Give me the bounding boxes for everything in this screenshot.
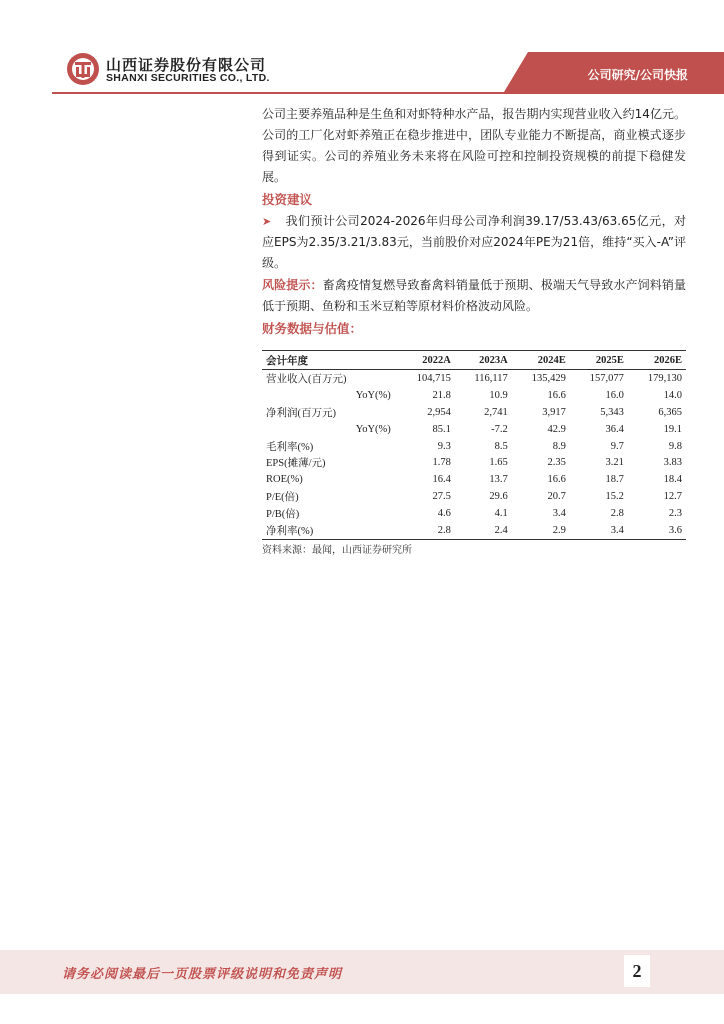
company-logo-icon [66, 52, 100, 86]
table-row [262, 387, 686, 404]
table-cell: 104,715 [416, 372, 451, 384]
row-label: 净利率(%) [262, 522, 397, 539]
table-cell: 3,917 [542, 406, 566, 418]
bullet-arrow-icon: ➤ [262, 215, 272, 228]
table-cell: 16.0 [605, 389, 624, 401]
risk-paragraph [262, 275, 686, 317]
table-header-cell: 2023A [455, 351, 512, 370]
header-divider [52, 92, 724, 94]
table-cell: 8.9 [552, 440, 566, 452]
table-cell: 18.7 [605, 474, 624, 486]
footer-disclaimer: 请务必阅读最后一页股票评级说明和免责声明 [62, 967, 343, 982]
table-row [262, 488, 686, 505]
table-cell: 9.3 [437, 440, 451, 452]
table-header-cell: 2022A [397, 351, 455, 370]
table-cell: 2.8 [610, 508, 624, 520]
table-cell: 2.9 [512, 522, 570, 539]
table-cell: 14.0 [663, 389, 682, 401]
risk-label: 风险提示： [262, 278, 323, 292]
table-cell: 3.4 [570, 522, 628, 539]
table-cell: 42.9 [547, 423, 566, 435]
row-label: 营业收入(百万元) [266, 373, 347, 385]
table-row [262, 454, 686, 471]
table-header-cell: 2024E [512, 351, 570, 370]
table-cell: 12.7 [663, 491, 682, 503]
table-heading: 财务数据与估值： [262, 321, 363, 336]
invest-bullet-text: 我们预计公司2024-2026年归母公司净利润39.17/53.43/63.65亿元，对应EPS为2.35/3.21/3.83元，当前股价对应2024年PE为21倍，维持“买入-A”评级。 [262, 214, 686, 270]
table-row [262, 522, 686, 539]
page-header [0, 0, 724, 100]
row-label: YoY(%) [355, 389, 391, 401]
table-header-cell: 2026E [628, 351, 686, 370]
table-header-row [262, 351, 686, 370]
table-cell: 4.6 [437, 508, 451, 520]
table-cell: 135,429 [531, 372, 566, 384]
table-cell: 27.5 [432, 491, 451, 503]
table-row [262, 404, 686, 421]
table-cell: 4.1 [494, 508, 508, 520]
section-tag-label: 公司研究/公司快报 [587, 68, 688, 82]
table-cell: 179,130 [647, 372, 682, 384]
risk-text: 畜禽疫情复燃导致畜禽料销量低于预期、极端天气导致水产饲料销量低于预期、鱼粉和玉米豆粕等原材料价格波动风险。 [262, 278, 686, 313]
table-cell: 8.5 [494, 440, 508, 452]
table-cell: 2,741 [484, 406, 508, 418]
table-cell: 116,117 [474, 372, 508, 384]
table-cell: 2.3 [668, 508, 682, 520]
table-row [262, 421, 686, 438]
table-cell: 1.65 [489, 457, 508, 469]
table-cell: 157,077 [589, 372, 624, 384]
intro-paragraph: 公司主要养殖品种是生鱼和对虾特种水产品，报告期内实现营业收入约14亿元。公司的工厂化对虾养殖正在稳步推进中，团队专业能力不断提高，商业模式逐步得到证实。公司的养殖业务未来将在风险可控和控制投资规模的前提下稳健发展。 [262, 107, 686, 184]
table-cell: 21.8 [432, 389, 451, 401]
row-label: EPS(摊薄/元) [266, 458, 326, 470]
table-row [262, 370, 686, 387]
table-row [262, 505, 686, 522]
page-number: 2 [624, 955, 650, 987]
table-cell: 2.8 [397, 522, 455, 539]
table-cell: 18.4 [663, 474, 682, 486]
table-cell: 19.1 [663, 423, 682, 435]
company-name-cn: 山西证券股份有限公司 [106, 56, 267, 74]
section-tag-shape [0, 0, 724, 100]
table-header-cell: 2025E [570, 351, 628, 370]
table-cell: 13.7 [489, 474, 508, 486]
table-cell: -7.2 [491, 423, 508, 435]
table-body [262, 370, 686, 540]
row-label: 净利润(百万元) [266, 407, 336, 419]
table-cell: 5,343 [600, 406, 624, 418]
row-label: P/E(倍) [266, 492, 299, 504]
report-body [262, 104, 686, 340]
table-cell: 9.8 [668, 440, 682, 452]
table-cell: 2.4 [455, 522, 512, 539]
table-cell: 3.6 [628, 522, 686, 539]
table-cell: 29.6 [489, 491, 508, 503]
table-cell: 3.21 [605, 457, 624, 469]
invest-bullet [262, 211, 686, 274]
table-cell: 3.83 [663, 457, 682, 469]
table-cell: 2.35 [547, 457, 566, 469]
row-label: YoY(%) [355, 423, 391, 435]
table-cell: 20.7 [547, 491, 566, 503]
table-cell: 10.9 [489, 389, 508, 401]
table-row [262, 471, 686, 488]
row-label: ROE(%) [266, 474, 303, 486]
table-cell: 16.6 [547, 389, 566, 401]
table-row [262, 438, 686, 455]
table-cell: 3.4 [552, 508, 566, 520]
table-cell: 15.2 [605, 491, 624, 503]
financial-table [262, 350, 686, 540]
row-label: P/B(倍) [266, 509, 300, 521]
table-header-cell: 会计年度 [262, 351, 397, 370]
table-cell: 85.1 [432, 423, 451, 435]
table-source: 资料来源：最闻，山西证券研究所 [262, 545, 412, 556]
table-cell: 2,954 [427, 406, 451, 418]
table-cell: 1.78 [432, 457, 451, 469]
table-cell: 9.7 [610, 440, 624, 452]
row-label: 毛利率(%) [266, 441, 314, 453]
table-cell: 16.4 [432, 474, 451, 486]
table-cell: 36.4 [605, 423, 624, 435]
table-cell: 16.6 [547, 474, 566, 486]
invest-heading: 投资建议 [262, 192, 313, 207]
table-cell: 6,365 [658, 406, 682, 418]
company-name-en: SHANXI SECURITIES CO., LTD. [106, 72, 270, 84]
